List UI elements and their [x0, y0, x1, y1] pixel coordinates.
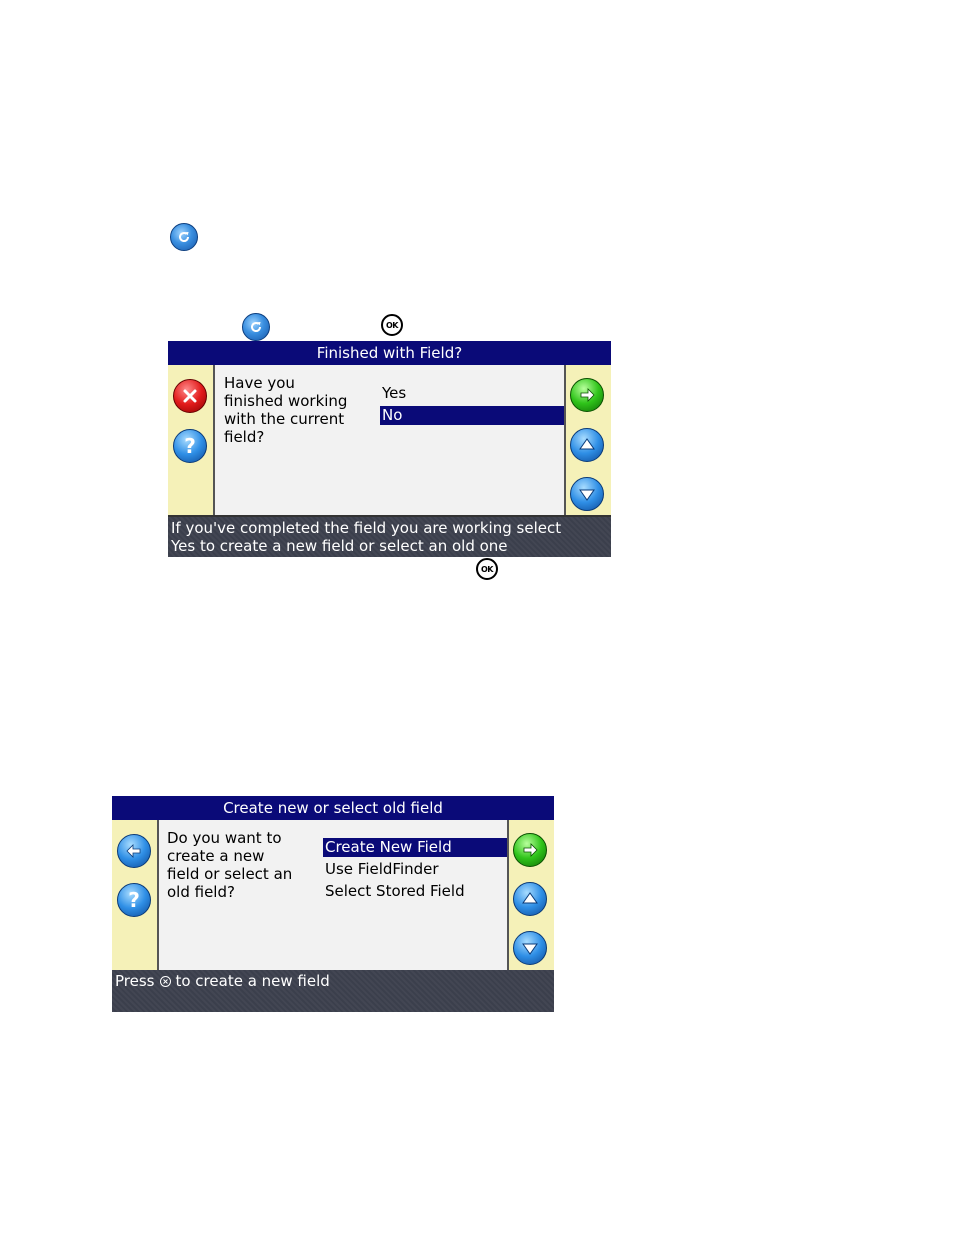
back-button[interactable] [117, 834, 151, 868]
right-button-panel [564, 365, 611, 515]
refresh-icon [242, 313, 270, 341]
ok-icon: OK [381, 314, 403, 336]
dialog-title: Create new or select old field [112, 796, 554, 821]
question-mark-icon: ? [128, 888, 140, 912]
finished-with-field-dialog [168, 341, 611, 557]
scroll-up-button[interactable] [570, 428, 604, 462]
arrow-down-icon [520, 938, 540, 958]
scroll-up-button[interactable] [513, 882, 547, 916]
cancel-button[interactable] [173, 379, 207, 413]
help-button[interactable] [117, 883, 151, 917]
hint-line-1: If you've completed the field you are working select [171, 519, 562, 537]
arrow-up-icon [577, 435, 597, 455]
dialog-question: Do you want to create a new field or select an old field? [167, 829, 293, 901]
scroll-down-button[interactable] [570, 477, 604, 511]
refresh-icon [170, 223, 198, 251]
hint-line-2: Yes to create a new field or select an old one [171, 537, 508, 555]
left-button-panel [168, 365, 215, 515]
ok-icon [160, 976, 171, 987]
dialog-question: Have you finished working with the current field? [224, 374, 348, 446]
create-or-select-field-dialog [112, 796, 554, 1012]
dialog-body [168, 365, 611, 517]
arrow-up-icon [520, 889, 540, 909]
option-select-stored-field[interactable]: Select Stored Field [325, 882, 465, 900]
option-yes[interactable]: Yes [382, 384, 407, 402]
hint-prefix: Press [115, 972, 155, 990]
dialog-title: Finished with Field? [168, 341, 611, 366]
question-mark-icon: ? [184, 434, 196, 458]
help-button[interactable] [173, 429, 207, 463]
option-create-new-field[interactable]: Create New Field [323, 838, 507, 857]
next-button[interactable] [513, 833, 547, 867]
ok-icon: OK [476, 558, 498, 580]
scroll-down-button[interactable] [513, 931, 547, 965]
close-icon [182, 388, 198, 404]
left-button-panel [112, 820, 159, 970]
dialog-body [112, 820, 554, 972]
arrow-left-icon [124, 841, 144, 861]
dialog-hint [112, 970, 554, 1012]
dialog-hint [168, 517, 611, 557]
arrow-right-icon [520, 840, 540, 860]
option-use-fieldfinder[interactable]: Use FieldFinder [325, 860, 439, 878]
right-button-panel [507, 820, 554, 970]
hint-suffix: to create a new field [175, 972, 330, 990]
option-no[interactable]: No [380, 406, 564, 425]
arrow-down-icon [577, 484, 597, 504]
next-button[interactable] [570, 378, 604, 412]
arrow-right-icon [577, 385, 597, 405]
